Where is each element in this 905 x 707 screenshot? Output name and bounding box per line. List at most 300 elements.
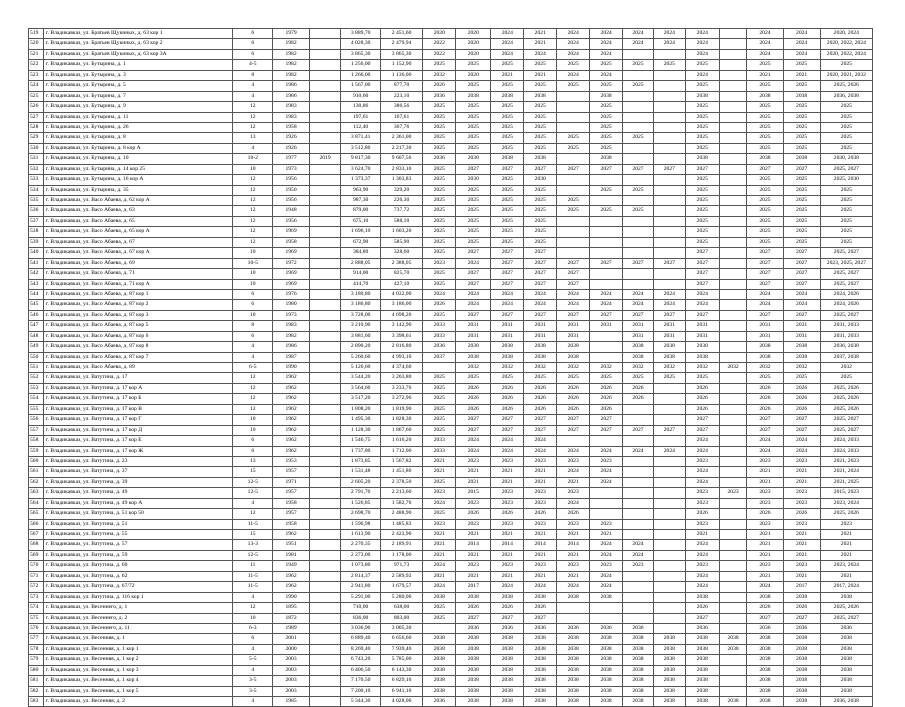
table-cell: г. Владикавказ, ул. Бутырина, д. 8 кор А	[43, 143, 232, 153]
table-cell: 2038	[820, 686, 872, 696]
table-cell: 2025	[557, 143, 590, 153]
table-cell: 2025	[653, 373, 685, 383]
table-cell: 1 485,83	[380, 519, 423, 529]
table-cell	[653, 112, 685, 122]
table-cell: 2025	[456, 196, 491, 206]
table-cell: 2038	[685, 352, 719, 362]
table-cell: 2021	[783, 540, 820, 550]
table-cell: 2038	[456, 676, 491, 686]
table-cell: 2024	[557, 582, 590, 592]
table-cell: 2027	[653, 258, 685, 268]
table-cell: 2027	[685, 248, 719, 258]
table-cell: 2 833,10	[380, 164, 423, 174]
table-cell	[719, 509, 747, 519]
table-cell: 1976	[273, 289, 309, 299]
table-cell: 6	[233, 289, 273, 299]
table-cell: 2024	[590, 582, 623, 592]
table-cell: 2025	[747, 206, 783, 216]
table-cell: 2021	[524, 571, 557, 581]
table-cell: 2025	[524, 143, 557, 153]
table-cell	[623, 436, 654, 446]
table-cell: 2025	[423, 404, 456, 414]
table-cell: 2038	[747, 592, 783, 602]
table-row	[29, 154, 873, 164]
table-cell	[309, 373, 341, 383]
table-cell: 2026	[783, 383, 820, 393]
table-cell: 2024	[685, 39, 719, 49]
table-cell: г. Владикавказ, ул. Весеннего, д. 2	[43, 613, 232, 623]
table-cell	[653, 49, 685, 59]
table-cell: 2024	[557, 29, 590, 39]
table-cell: 2024	[623, 289, 654, 299]
table-cell: г. Владикавказ, ул. Бутырина, д. 26	[43, 122, 232, 132]
table-cell: г. Владикавказ, ул. Ватутина, д. 17 кор А	[43, 383, 232, 393]
table-cell: 537	[29, 216, 44, 226]
table-row	[29, 122, 873, 132]
table-cell: 6	[233, 446, 273, 456]
table-cell: 540	[29, 248, 44, 258]
table-cell: 2025, 2026	[820, 404, 872, 414]
table-cell: 2027	[590, 258, 623, 268]
table-cell: 3 186,00	[380, 300, 423, 310]
table-row	[29, 248, 873, 258]
table-cell	[309, 133, 341, 143]
table-cell: 4-5	[233, 60, 273, 70]
table-cell: 563	[29, 488, 44, 498]
table-cell	[719, 592, 747, 602]
table-row	[29, 404, 873, 414]
table-cell: 2021	[524, 477, 557, 487]
table-cell: 2021	[747, 70, 783, 80]
table-cell	[309, 49, 341, 59]
table-cell: 4	[233, 352, 273, 362]
table-cell: 1962	[273, 436, 309, 446]
table-cell: г. Владикавказ, ул. Ватутина, д. 55	[43, 530, 232, 540]
table-cell: 2003	[273, 686, 309, 696]
table-cell: г. Владикавказ, ул. Васо Абаева, д. 67 кор А	[43, 248, 232, 258]
table-cell: 2023	[491, 498, 524, 508]
table-cell: 3 036,90	[341, 623, 380, 633]
table-cell	[653, 133, 685, 143]
table-cell	[309, 143, 341, 153]
table-cell: 1962	[273, 446, 309, 456]
table-cell: 2023	[456, 561, 491, 571]
table-cell: 2026	[524, 394, 557, 404]
table-cell: 2025	[423, 269, 456, 279]
table-cell	[309, 321, 341, 331]
table-cell: 2 270,35	[341, 540, 380, 550]
table-cell	[719, 227, 747, 237]
table-cell: 2038	[820, 592, 872, 602]
table-cell	[309, 175, 341, 185]
table-cell: 2024	[685, 289, 719, 299]
table-cell: 6 829,10	[380, 676, 423, 686]
table-cell: 574	[29, 603, 44, 613]
table-cell: 2023	[590, 519, 623, 529]
table-cell: г. Владикавказ, ул. Братьев Щукиных, д. 63 кор 2	[43, 39, 232, 49]
table-cell: 2024	[783, 49, 820, 59]
table-cell: 2038	[456, 665, 491, 675]
table-cell: 130,86	[341, 102, 380, 112]
table-cell: 226,30	[380, 196, 423, 206]
table-cell: 2038	[820, 634, 872, 644]
table-cell: 2038	[623, 352, 654, 362]
table-cell: 2025	[423, 175, 456, 185]
table-cell	[623, 91, 654, 101]
table-cell	[653, 592, 685, 602]
table-cell: 2023	[524, 488, 557, 498]
table-cell	[623, 571, 654, 581]
table-cell: 2027	[456, 613, 491, 623]
table-cell: 2038	[747, 91, 783, 101]
table-cell: 2026	[590, 383, 623, 393]
table-cell: 2021	[423, 467, 456, 477]
table-cell: 2032	[783, 363, 820, 373]
table-cell: 2024	[685, 49, 719, 59]
table-cell: 2025	[524, 133, 557, 143]
table-cell: 2024	[524, 289, 557, 299]
table-cell: 2027	[491, 415, 524, 425]
table-row	[29, 456, 873, 466]
table-cell: 536	[29, 206, 44, 216]
table-cell: 2038	[783, 91, 820, 101]
table-cell: 2021, 2024	[820, 467, 872, 477]
table-cell	[653, 122, 685, 132]
table-cell: 1 136,00	[380, 70, 423, 80]
table-cell: 2038	[557, 342, 590, 352]
table-row	[29, 269, 873, 279]
table-cell: 2025	[685, 175, 719, 185]
table-cell: 2025	[491, 216, 524, 226]
table-cell: 2025	[456, 237, 491, 247]
table-cell: 1962	[273, 394, 309, 404]
table-cell: 2024	[623, 446, 654, 456]
table-cell: 710,00	[341, 603, 380, 613]
table-cell: 1982	[273, 49, 309, 59]
table-cell: 2025	[456, 373, 491, 383]
table-cell: 2026	[557, 383, 590, 393]
table-cell: 570	[29, 561, 44, 571]
table-cell: 2024	[491, 300, 524, 310]
table-cell: 2021	[491, 467, 524, 477]
table-cell	[309, 81, 341, 91]
table-cell	[653, 519, 685, 529]
table-cell: 2027	[747, 269, 783, 279]
table-cell: 2023	[491, 561, 524, 571]
table-cell: 2026	[685, 394, 719, 404]
table-cell: 2 423,90	[380, 530, 423, 540]
table-cell: 2024	[623, 29, 654, 39]
table-cell: 2038	[456, 686, 491, 696]
table-cell: г. Владикавказ, ул. Ватутина, д. 17 кор Ж	[43, 446, 232, 456]
table-cell: 2024	[423, 289, 456, 299]
table-cell: 2027	[557, 310, 590, 320]
table-cell: 2038	[557, 634, 590, 644]
table-cell: 2 816,80	[380, 342, 423, 352]
table-cell: г. Владикавказ, ул. Ватутина, д. 67/72	[43, 582, 232, 592]
table-cell: 2025	[820, 206, 872, 216]
table-cell: 2038	[491, 697, 524, 707]
table-row	[29, 143, 873, 153]
table-cell: 2038	[747, 676, 783, 686]
table-cell: 2038	[653, 342, 685, 352]
table-cell: 2024	[590, 540, 623, 550]
table-cell: 2024	[590, 39, 623, 49]
table-cell: г. Владикавказ, ул. Васо Абаева, д. 87 кор 1	[43, 289, 232, 299]
table-cell: 2025	[423, 394, 456, 404]
table-cell: 1 616,20	[380, 436, 423, 446]
table-cell: 2026	[491, 404, 524, 414]
table-cell: 2023	[524, 498, 557, 508]
table-cell: 2026	[491, 394, 524, 404]
table-cell: 5 291,00	[341, 592, 380, 602]
table-cell	[590, 269, 623, 279]
table-cell: 2 941,80	[341, 582, 380, 592]
table-cell	[309, 530, 341, 540]
table-cell	[309, 39, 341, 49]
table-cell: 573	[29, 592, 44, 602]
table-cell: 2021, 2023	[820, 456, 872, 466]
table-cell: 2026	[747, 603, 783, 613]
table-cell: 12	[233, 112, 273, 122]
table-cell: 12-5	[233, 477, 273, 487]
table-cell: 2024	[747, 582, 783, 592]
table-cell	[557, 216, 590, 226]
table-cell: 2024, 2033	[820, 446, 872, 456]
table-cell	[309, 613, 341, 623]
table-cell	[623, 122, 654, 132]
table-cell	[623, 70, 654, 80]
table-cell: 963,90	[341, 185, 380, 195]
table-row	[29, 300, 873, 310]
table-cell: 2038	[491, 634, 524, 644]
table-cell	[309, 550, 341, 560]
table-cell: 585,90	[380, 237, 423, 247]
table-cell: 1872	[273, 613, 309, 623]
table-cell: 2027	[623, 310, 654, 320]
table-cell: 2024	[783, 300, 820, 310]
table-cell: 2031	[653, 331, 685, 341]
table-cell: 579	[29, 655, 44, 665]
table-cell: 2021	[590, 530, 623, 540]
table-cell: 1987	[273, 352, 309, 362]
table-cell: 5 344,30	[341, 697, 380, 707]
table-cell: 2025	[590, 373, 623, 383]
table-cell: 2023	[491, 488, 524, 498]
table-cell: 2 273,00	[341, 550, 380, 560]
table-cell: 2024	[783, 446, 820, 456]
table-cell: 4	[233, 644, 273, 654]
table-cell: 2033	[423, 436, 456, 446]
table-cell	[653, 175, 685, 185]
table-cell: 2025	[590, 102, 623, 112]
table-row	[29, 363, 873, 373]
table-cell	[653, 415, 685, 425]
table-cell: 2023	[423, 258, 456, 268]
table-cell: 2024	[491, 49, 524, 59]
table-cell: 10-5	[233, 258, 273, 268]
table-cell: 2027	[456, 269, 491, 279]
table-cell: 2020	[456, 70, 491, 80]
table-cell: 2025	[491, 143, 524, 153]
table-cell	[653, 404, 685, 414]
table-cell: 2025	[524, 373, 557, 383]
table-cell: 2025	[491, 81, 524, 91]
table-cell: 2025, 2027	[820, 269, 872, 279]
table-cell: 2027	[456, 279, 491, 289]
table-cell: 2024	[623, 300, 654, 310]
table-cell: 2023	[747, 519, 783, 529]
table-cell: 1 266,00	[341, 70, 380, 80]
table-cell: 3 881,60	[341, 331, 380, 341]
table-cell: 737,72	[380, 206, 423, 216]
table-cell: 2038	[820, 655, 872, 665]
table-cell	[309, 289, 341, 299]
table-cell: 2024	[783, 39, 820, 49]
table-cell: 550	[29, 352, 44, 362]
table-cell: 2038	[623, 686, 654, 696]
table-cell: 2020	[456, 49, 491, 59]
table-cell: 197,61	[341, 112, 380, 122]
table-cell: 2024	[747, 289, 783, 299]
table-cell: 2027	[685, 279, 719, 289]
table-cell: 3 544,20	[341, 373, 380, 383]
table-cell: 2032	[719, 363, 747, 373]
table-cell	[309, 248, 341, 258]
table-cell	[653, 613, 685, 623]
table-cell: 2025	[423, 237, 456, 247]
table-cell: 2024	[783, 29, 820, 39]
table-row	[29, 592, 873, 602]
table-cell	[719, 49, 747, 59]
table-row	[29, 623, 873, 633]
table-cell	[623, 154, 654, 164]
table-cell: 2024	[590, 70, 623, 80]
table-cell: 543	[29, 279, 44, 289]
table-cell: 2027	[623, 425, 654, 435]
table-cell: 2038	[685, 91, 719, 101]
table-cell: 2025	[491, 122, 524, 132]
table-cell: 2027	[491, 248, 524, 258]
table-cell: 12	[233, 394, 273, 404]
table-cell: 2038	[783, 697, 820, 707]
table-row	[29, 603, 873, 613]
table-cell: 2038	[685, 634, 719, 644]
table-cell: 535	[29, 196, 44, 206]
table-cell: 2038	[623, 676, 654, 686]
table-cell: 2038	[491, 91, 524, 101]
table-cell: 2038	[590, 592, 623, 602]
table-cell: 2038	[747, 644, 783, 654]
table-cell	[653, 467, 685, 477]
table-cell: 910,60	[341, 91, 380, 101]
table-cell: 2023	[783, 519, 820, 529]
table-cell: 2031	[623, 331, 654, 341]
table-cell: 556	[29, 415, 44, 425]
table-cell: 568	[29, 540, 44, 550]
table-cell	[719, 582, 747, 592]
table-cell: 2024	[557, 467, 590, 477]
table-cell: 12	[233, 373, 273, 383]
table-cell: 2025	[820, 143, 872, 153]
table-cell	[309, 394, 341, 404]
table-cell: 1 303,83	[380, 175, 423, 185]
table-cell: 1969	[273, 269, 309, 279]
table-cell: 2023	[524, 456, 557, 466]
table-cell	[309, 363, 341, 373]
table-cell: 2026	[685, 603, 719, 613]
table-cell: 6 656,60	[380, 634, 423, 644]
table-row	[29, 530, 873, 540]
table-cell	[309, 644, 341, 654]
table-cell: 2025	[590, 206, 623, 216]
table-cell: 1 679,57	[380, 582, 423, 592]
table-cell: 2025	[820, 122, 872, 132]
table-cell: 2024	[524, 446, 557, 456]
table-cell	[309, 185, 341, 195]
table-cell: 583	[29, 697, 44, 707]
table-cell: 2021	[456, 550, 491, 560]
table-cell: 12	[233, 102, 273, 112]
table-cell: 2027	[491, 269, 524, 279]
table-cell: 2038	[456, 655, 491, 665]
table-cell: 2024	[423, 498, 456, 508]
table-cell: 2038	[491, 352, 524, 362]
table-cell: 2023	[685, 561, 719, 571]
table-cell: 2032	[820, 363, 872, 373]
table-cell: 2025	[783, 102, 820, 112]
table-cell: 2036	[783, 623, 820, 633]
table-cell: 2027	[590, 415, 623, 425]
table-cell: 2038	[685, 592, 719, 602]
table-cell: 2024	[491, 582, 524, 592]
table-cell: 10-2	[233, 154, 273, 164]
table-cell: г. Владикавказ, ул. Бутырина, д. 14 кор 25	[43, 164, 232, 174]
table-cell: 2024	[747, 29, 783, 39]
table-cell	[719, 70, 747, 80]
table-cell: 2025	[491, 102, 524, 112]
table-cell: 2021	[524, 530, 557, 540]
table-cell: 2024	[557, 49, 590, 59]
table-cell: 2025	[783, 216, 820, 226]
table-cell: 2024	[685, 571, 719, 581]
table-cell: г. Владикавказ, ул. Васо Абаева, д. 71 кор А	[43, 279, 232, 289]
table-cell: 2038	[719, 634, 747, 644]
table-cell: 2038	[590, 697, 623, 707]
table-cell: 2027	[524, 425, 557, 435]
table-cell: 1958	[273, 122, 309, 132]
table-cell: 1 373,37	[341, 175, 380, 185]
table-row	[29, 91, 873, 101]
table-cell: 2038	[747, 154, 783, 164]
table-cell: 1982	[273, 39, 309, 49]
table-cell: 2025	[747, 112, 783, 122]
table-cell: 1 613,90	[341, 530, 380, 540]
table-cell: 554	[29, 394, 44, 404]
table-cell: 1 808,20	[341, 404, 380, 414]
table-cell: 2 451,60	[380, 29, 423, 39]
table-cell: 2021	[747, 550, 783, 560]
table-cell	[623, 467, 654, 477]
table-cell: 2038	[491, 644, 524, 654]
table-cell: г. Владикавказ, ул. Весенняя, д. 1	[43, 634, 232, 644]
table-cell: 2026	[456, 383, 491, 393]
table-cell: 1969	[273, 248, 309, 258]
table-cell: 3 865,30	[380, 49, 423, 59]
table-cell: 2025	[747, 81, 783, 91]
table-cell: 2027	[783, 248, 820, 258]
table-cell: 7 200,10	[341, 686, 380, 696]
